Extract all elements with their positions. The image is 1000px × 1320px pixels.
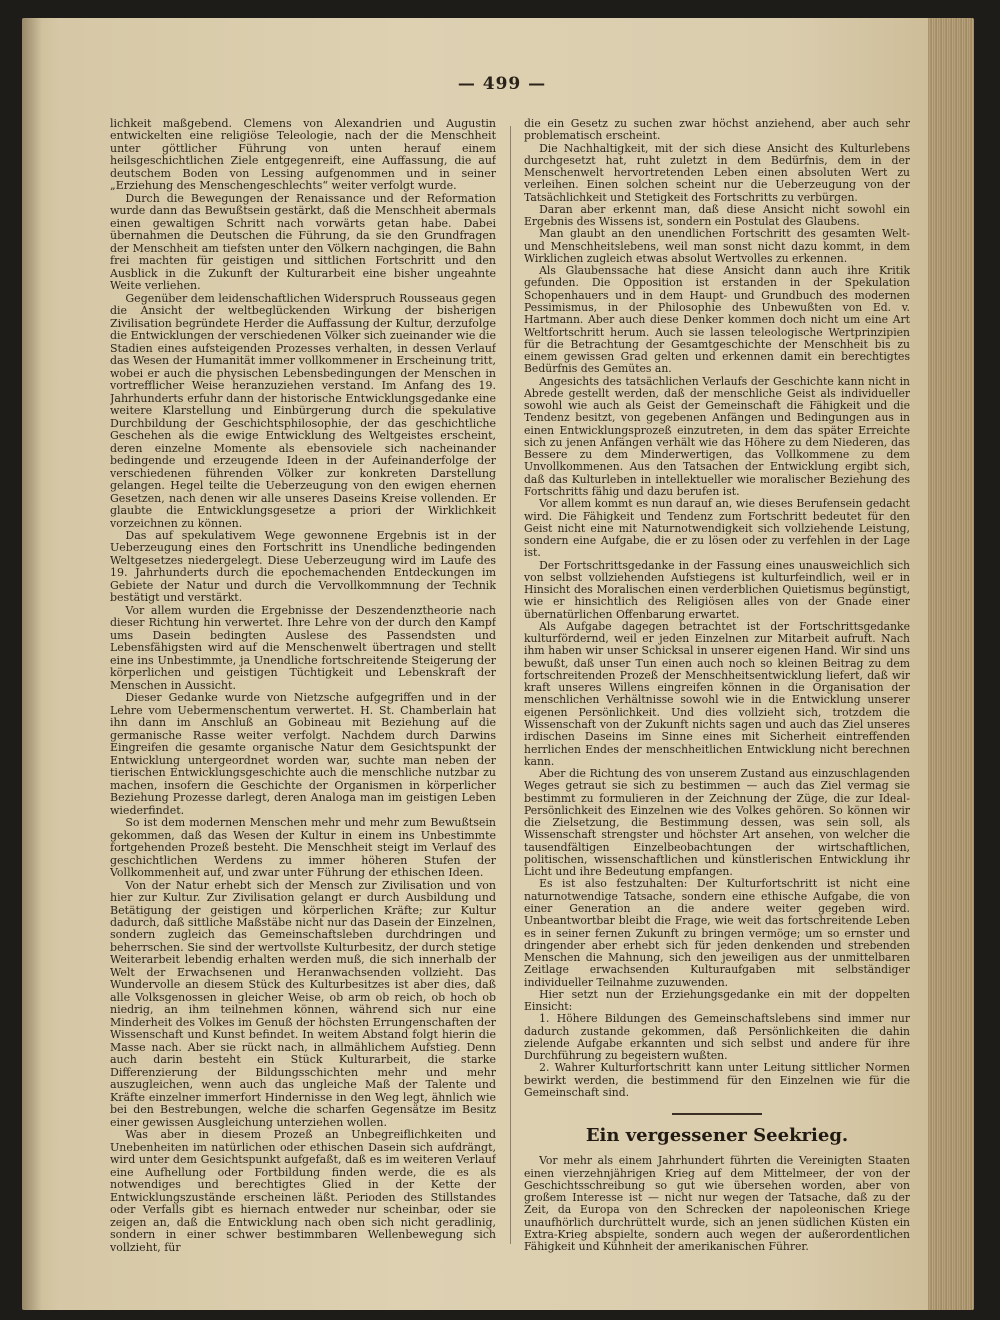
paragraph: Durch die Bewegungen der Renaissance und der Reformation wurde dann das Bewußtsein gestärkt, daß die Menschheit abermals einen gewaltigen Schritt nach vorwärts getan habe. Dabei übernahmen die Deutschen die Führung, da sie den Grundfragen der Menschheit am tiefsten unter den Völkern nachgingen, die Bahn frei machten für geistigen und sittlichen Fortschritt und den Ausblick in die Zukunft der Kulturarbeit eine bisher ungeahnte Weite verliehen. (110, 191, 496, 293)
article-headline: Ein vergessener Seekrieg. (585, 1125, 849, 1147)
paragraph: Aber die Richtung des von unserem Zustand aus einzuschlagenden Weges getraut sie sich zu bestimmen — auch das Ziel vermag sie bestimmt zu formulieren in der Zeichnung der Züge, die zur Ideal-Persönlichkeit des Einzelnen wie des Volkes gehören. So können wir die Zielsetzung, die Bestimmung dessen, was sein soll, als Wissenschaft strengster und höchster Art ansehen, von welcher die tausendfältigen Einzelbeobachtungen der wirtschaftlichen, politischen, wissenschaftlichen und künstlerischen Entwicklung ihr Licht und ihre Bedeutung empfangen. (524, 767, 910, 879)
book-spine-edge (928, 18, 974, 1310)
paragraph: Gegenüber dem leidenschaftlichen Widerspruch Rousseaus gegen die Ansicht der weltbeglückenden Wirkung der bisherigen Zivilisation begründete Herder die Auffassung der Kultur, derzufolge die Entwicklungen der verschiedenen Völker sich zueinander wie die Stadien eines aufsteigenden Prozesses verhalten, in dessen Verlauf das Wesen der Humanität immer vollkommener in Erscheinung tritt, wobei er auch die physischen Lebensbedingungen der Menschen in vortrefflicher Weise heranzuziehen verstand. Im Anfang des 19. Jahrhunderts erfuhr dann der historische Entwicklungsgedanke eine weitere Klarstellung und Einbürgerung durch die spekulative Durchbildung der Geschichtsphilosophie, der das geschichtliche Geschehen als die ewige Entwicklung des Weltgeistes erscheint, deren einzelne Momente als ebensoviele sich nacheinander bedingende und erzeugende Ideen in der Aufeinanderfolge der verschiedenen führenden Völker zur konkreten Darstellung gelangen. Hegel teilte die Ueberzeugung von den ewigen ehernen Gesetzen, nach denen wir alle unseres Daseins Kreise vollenden. Er glaubte die Entwicklungsgesetze a priori der Wirklichkeit vorzeichnen zu können. (110, 291, 496, 530)
paragraph: Was aber in diesem Prozeß an Unbegreiflichkeiten und Unebenheiten im natürlichen oder ethischen Dasein sich aufdrängt, wird unter dem Gesichtspunkt aufgefaßt, daß es im weiteren Verlauf eine Aufhellung oder Fortbildung finden werde, die es als notwendiges und berechtigtes Glied in der Kette der Entwicklungszustände erscheinen läßt. Perioden des Stillstandes oder Verfalls gibt es hiernach entweder nur scheinbar, oder sie zeigen an, daß die Entwicklung nach oben sich nicht geradlinig, sondern in einer schwer bestimmbaren Wellenbewegung sich vollzieht, für (110, 1128, 496, 1253)
article-separator (672, 1113, 762, 1115)
paragraph: Vor allem wurden die Ergebnisse der Deszendenztheorie nach dieser Richtung hin verwertet. Ihre Lehre von der durch den Kampf ums Dasein bedingten Auslese des Passendsten und Lebensfähigsten wird auf die Menschenwelt übertragen und stellt eine ins Unbestimmte, ja Unendliche fortschreitende Steigerung der körperlichen und geistigen Tüchtigkeit und Lebenskraft der Menschen in Aussicht. (110, 603, 496, 692)
paragraph: Von der Natur erhebt sich der Mensch zur Zivilisation und von hier zur Kultur. Zur Zivilisation gelangt er durch Ausbildung und Betätigung der geistigen und körperlichen Kräfte; zur Kultur dadurch, daß sittliche Maßstäbe nicht nur das Dasein der Einzelnen, sondern zugleich das Gemeinschaftsleben durchdringen und beherrschen. Sie sind der wertvollste Kulturbesitz, der durch stetige Weiterarbeit lebendig erhalten werden muß, die sich innerhalb der Welt der Erwachsenen und Heranwachsenden vollzieht. Das Wundervolle an diesem Stück des Kulturbesitzes ist aber dies, daß alle Volksgenossen in gleicher Weise, ob arm ob reich, ob hoch ob niedrig, an ihm teilnehmen können, während sich nur eine Minderheit des Volkes im Genuß der höchsten Errungenschaften der Wissenschaft und Kunst befindet. In weitem Abstand folgt hierin die Masse nach. Aber sie rückt nach, in allmählichem Aufstieg. Denn auch darin besteht ein Stück Kulturarbeit, die starke Differenzierung der Bildungsschichten mehr und mehr auszugleichen, wenn auch das ungleiche Maß der Talente und Kräfte einzelner immerfort Hindernisse in den Weg legt, ähnlich wie bei den Bestrebungen, welche die scharfen Gegensätze im Besitz einer gewissen Ausgleichung unterziehen wollen. (110, 878, 496, 1129)
paragraph: Das auf spekulativem Wege gewonnene Ergebnis ist in der Ueberzeugung eines den Fortschritt ins Unendliche bedingenden Weltgesetzes niedergelegt. Diese Ueberzeugung wird im Laufe des 19. Jahrhunderts durch die epochemachenden Entdeckungen im Gebiete der Natur und durch die Vervollkommnung der Technik bestätigt und verstärkt. (110, 528, 496, 605)
list-item: 1. Höhere Bildungen des Gemeinschaftslebens sind immer nur dadurch zustande gekommen, daß Persönlichkeiten die dahin zielende Aufgabe erkannten und sich selbst und andere für ihre Durchführung zu begeistern wußten. (524, 1012, 910, 1063)
paragraph: Als Glaubenssache hat diese Ansicht dann auch ihre Kritik gefunden. Die Opposition ist erstanden in der Spekulation Schopenhauers und in dem Haupt- und Grundbuch des modernen Pessimismus, in der Philosophie des Unbewußten von Ed. v. Hartmann. Aber auch diese Denker kommen doch nicht um eine Art Weltfortschritt herum. Auch sie lassen teleologische Wertprinzipien für die Betrachtung der Gesamtgeschichte der Menschheit bis zu einem gewissen Grad gelten und erkennen damit ein berechtigtes Bedürfnis des Gemütes an. (524, 264, 910, 376)
left-column (110, 118, 496, 1253)
paragraph: Es ist also festzuhalten: Der Kulturfortschritt ist nicht eine naturnotwendige Tatsache, sondern eine ethische Aufgabe, die von einer Generation an die andere weiter gegeben wird. Unbeantwortbar bleibt die Frage, wie weit das fortschreitende Leben es in seiner fernen Zukunft zu bringen vermöge; um so ernster und dringender aber erhebt sich für jeden denkenden und strebenden Menschen die Mahnung, sich den jeweiligen aus der unmittelbaren Zeitlage erwachsenden Kulturaufgaben mit selbständiger individueller Teilnahme zuzuwenden. (524, 877, 910, 989)
newspaper-page (22, 18, 974, 1310)
paragraph: So ist dem modernen Menschen mehr und mehr zum Bewußtsein gekommen, daß das Wesen der Kultur in einem ins Unbestimmte fortgehenden Prozeß besteht. Die Menschheit steigt im Verlauf des geschichtlichen Werdens zu immer höheren Stufen der Vollkommenheit auf, und zwar unter Führung der ethischen Ideen. (110, 816, 496, 880)
paragraph: Als Aufgabe dagegen betrachtet ist der Fortschrittsgedanke kulturfördernd, weil er jeden Einzelnen zur Mitarbeit aufruft. Nach ihm haben wir unser Schicksal in unserer eigenen Hand. Wir sind uns bewußt, daß unser Tun einen auch noch so kleinen Beitrag zu dem fortschreitenden Prozeß der Menschheitsentwicklung liefert, daß wir kraft unseres Willens eingreifen können in die Organisation der menschlichen Verhältnisse sowohl wie in die Entwicklung unserer eigenen Persönlichkeit. Und dies vollzieht sich, trotzdem die Wissenschaft von der Zukunft nichts sagen und auch das Ziel unseres irdischen Daseins im Sinne eines mit Sicherheit eintreffenden herrlichen Endes der menschheitlichen Entwicklung nicht berechnen kann. (524, 619, 910, 768)
paragraph: die ein Gesetz zu suchen zwar höchst anziehend, aber auch sehr problematisch erscheint. (524, 118, 910, 143)
page-binding-shadow (22, 18, 42, 1310)
column-divider (510, 126, 511, 1244)
right-column (524, 118, 910, 1253)
paragraph: Hier setzt nun der Erziehungsgedanke ein mit der doppelten Einsicht: (524, 987, 910, 1014)
paragraph: Der Fortschrittsgedanke in der Fassung eines unausweichlich sich von selbst vollziehenden Aufstiegens ist kulturfeindlich, weil er in Hinsicht des Moralischen einen verderblichen Quietismus begünstigt, wie er hinsichtlich des Religiösen alles von der Gnade einer übernatürlichen Offenbarung erwartet. (524, 558, 910, 621)
paragraph: lichkeit maßgebend. Clemens von Alexandrien und Augustin entwickelten eine religiöse Teleologie, nach der die Menschheit unter göttlicher Führung von unten herauf einem heilsgeschichtlichen Ziele entgegenreift, eine Auffassung, die auf deutschem Boden von Lessing aufgenommen und in seiner „Erziehung des Menschengeschlechts“ weiter verfolgt wurde. (110, 118, 496, 193)
paragraph: Die Nachhaltigkeit, mit der sich diese Ansicht des Kulturlebens durchgesetzt hat, ruht zuletzt in dem Bedürfnis, dem in der Menschenwelt hervortretenden Leben einen absoluten Wert zu verleihen. Einen solchen scheint nur die Ueberzeugung von der Tatsächlichkeit und Stetigkeit des Fortschritts zu verbürgen. (524, 141, 910, 204)
paragraph: Daran aber erkennt man, daß diese Ansicht nicht sowohl ein Ergebnis des Wissens ist, sondern ein Postulat des Glaubens. (524, 202, 910, 229)
article-body: Vor mehr als einem Jahrhundert führten die Vereinigten Staaten einen vierzehnjährigen Krieg auf dem Mittelmeer, der von der Geschichtsschreibung so gut wie übersehen worden, aber von großem Interesse ist — nicht nur wegen der Tatsache, daß zu der Zeit, da Europa von den Schrecken der napoleonischen Kriege unaufhörlich durchrüttelt wurde, sich an jenen südlichen Küsten ein Extra-Krieg abspielte, sondern auch wegen der außerordentlichen Fähigkeit und Kühnheit der amerikanischen Führer. (524, 1154, 910, 1253)
paragraph: Man glaubt an den unendlichen Fortschritt des gesamten Welt- und Menschheitslebens, weil man sonst nicht dazu kommt, in dem Wirklichen zugleich etwas absolut Wertvolles zu erkennen. (524, 227, 910, 265)
paragraph: Angesichts des tatsächlichen Verlaufs der Geschichte kann nicht in Abrede gestellt werden, daß der menschliche Geist als individueller sowohl wie auch als Geist der Gemeinschaft die Fähigkeit und die Tendenz besitzt, von gegebenen Anfängen und Bedingungen aus in einen Entwicklungsprozeß einzutreten, in dem das später Erreichte sich zu jenen Anfängen verhält wie das Höhere zu dem Niederen, das Bessere zu dem Minderwertigen, das Vollkommene zu dem Unvollkommenen. Aus den Tatsachen der Entwicklung ergibt sich, daß das Kulturleben in intellektueller wie moralischer Beziehung des Fortschritts fähig und dazu berufen ist. (524, 374, 910, 498)
page-number: — 499 — (457, 74, 547, 94)
list-item: 2. Wahrer Kulturfortschritt kann unter Leitung sittlicher Normen bewirkt werden, die bestimmend für den Einzelnen wie für die Gemeinschaft sind. (524, 1061, 910, 1099)
paragraph: Vor allem kommt es nun darauf an, wie dieses Berufensein gedacht wird. Die Fähigkeit und Tendenz zum Fortschritt bedeutet für den Geist nicht eine mit Naturnotwendigkeit sich vollziehende Leistung, sondern eine Aufgabe, die er zu lösen oder zu verfehlen in der Lage ist. (524, 497, 910, 560)
paragraph: Dieser Gedanke wurde von Nietzsche aufgegriffen und in der Lehre vom Uebermenschentum verwertet. H. St. Chamberlain hat ihn dann im Anschluß an Gobineau mit Beziehung auf die germanische Rasse weiter verfolgt. Nachdem durch Darwins Eingreifen die gesamte organische Natur dem Gesichtspunkt der Entwicklung untergeordnet worden war, suchte man neben der tierischen Entwicklungsgeschichte auch die menschliche nutzbar zu machen, insofern die Geschichte der Organismen in körperlicher Beziehung Prozesse darlegt, deren Analoga man im geistigen Leben wiederfindet. (110, 691, 496, 817)
